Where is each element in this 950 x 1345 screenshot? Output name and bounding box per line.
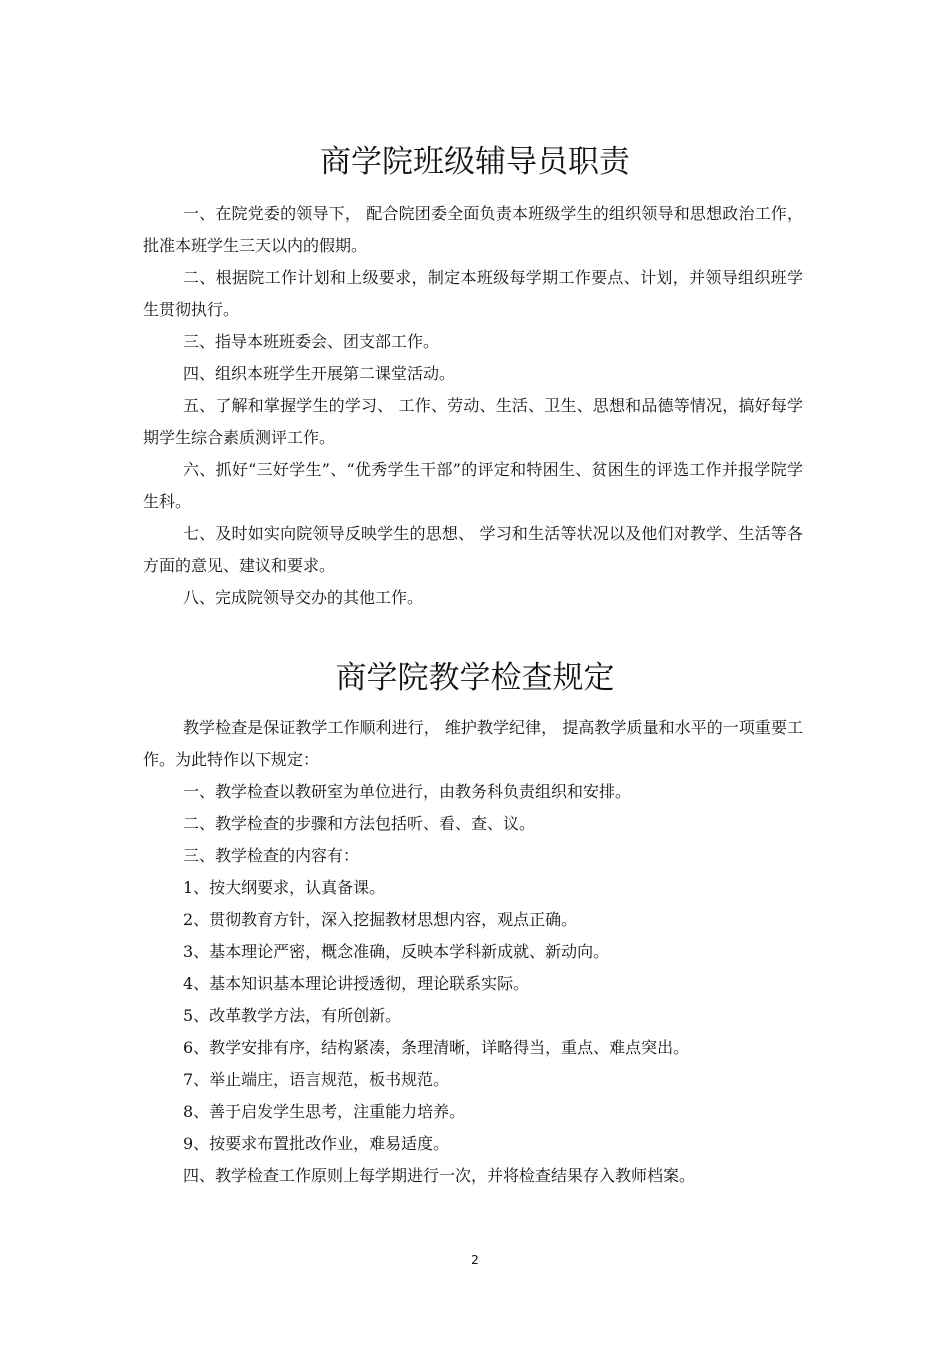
list-item: 6、教学安排有序，结构紧凑，条理清晰，详略得当，重点、难点突出。 [183,1038,690,1057]
list-item: 7、举止端庄，语言规范，板书规范。 [183,1070,450,1089]
paragraph: 一、教学检查以教研室为单位进行，由教务科负责组织和安排。 [183,782,632,801]
paragraph: 六、抓好“三好学生”、“优秀学生干部”的评定和特困生、贫困生的评选工作并报学院学生科。 [143,460,803,511]
paragraph: 四、组织本班学生开展第二课堂活动。 [183,364,456,383]
list-item: 1、按大纲要求，认真备课。 [183,878,386,897]
paragraph: 二、根据院工作计划和上级要求，制定本班级每学期工作要点、计划，并领导组织班学生贯彻执行。 [143,268,803,319]
list-item: 5、改革教学方法，有所创新。 [183,1006,402,1025]
list-item: 3、基本理论严密，概念准确，反映本学科新成就、新动向。 [183,942,610,961]
paragraph: 一、在院党委的领导下， 配合院团委全面负责本班级学生的组织领导和思想政治工作，批准本班学生三天以内的假期。 [143,204,803,255]
paragraph: 四、教学检查工作原则上每学期进行一次，并将检查结果存入教师档案。 [183,1166,696,1185]
paragraph: 三、教学检查的内容有： [183,846,360,865]
section-counselor-duties [143,198,803,614]
paragraph: 七、及时如实向院领导反映学生的思想、 学习和生活等状况以及他们对教学、生活等各方面的意见、建议和要求。 [143,524,803,575]
list-item: 2、贯彻教育方针，深入挖掘教材思想内容，观点正确。 [183,910,578,929]
paragraph: 三、指导本班班委会、团支部工作。 [183,332,440,351]
list-item: 4、基本知识基本理论讲授透彻，理论联系实际。 [183,974,530,993]
paragraph: 教学检查是保证教学工作顺利进行， 维护教学纪律， 提高教学质量和水平的一项重要工作。为此特作以下规定： [143,718,803,769]
section-title-counselor-duties: 商学院班级辅导员职责 [320,144,630,180]
paragraph: 八、完成院领导交办的其他工作。 [183,588,424,607]
page-number: 2 [471,1253,479,1267]
paragraph: 五、了解和掌握学生的学习、 工作、劳动、生活、卫生、思想和品德等情况，搞好每学期学生综合素质测评工作。 [143,396,803,447]
paragraph: 二、教学检查的步骤和方法包括听、看、查、议。 [183,814,536,833]
list-item: 8、善于启发学生思考，注重能力培养。 [183,1102,466,1121]
section-title-teaching-inspection: 商学院教学检查规定 [335,660,615,696]
section-teaching-inspection [143,712,803,1192]
list-item: 9、按要求布置批改作业，难易适度。 [183,1134,450,1153]
